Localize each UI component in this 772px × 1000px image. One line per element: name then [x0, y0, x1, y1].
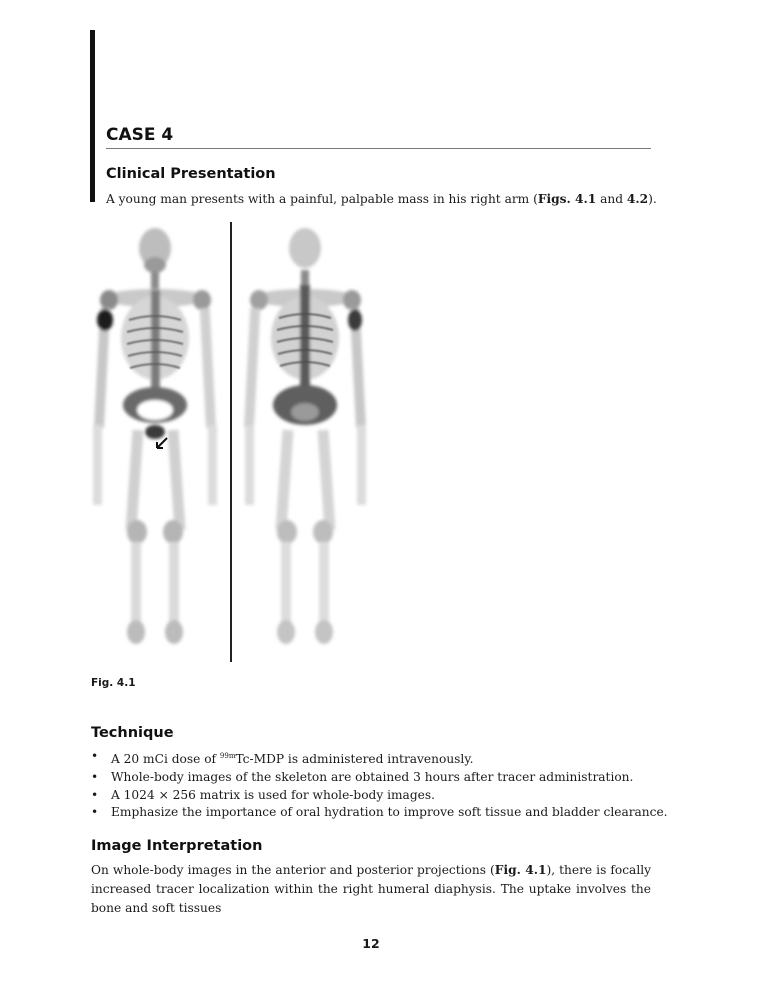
list-item: • Emphasize the importance of oral hydration to improve soft tissue and bladder clearance.: [91, 804, 668, 822]
list-item: • A 20 mCi dose of $^{99m}$Tc-MDP is administered intravenously.: [91, 748, 668, 769]
clinical-presentation-heading: Clinical Presentation: [106, 166, 276, 182]
technique-list: [91, 748, 668, 822]
sidebar-accent-bar: [90, 30, 95, 202]
figure-caption: Fig. 4.1: [91, 677, 136, 689]
anterior-bone-scan-image: [93, 228, 217, 644]
posterior-bone-scan-image: [244, 228, 366, 644]
figure-reference: 4.2: [626, 192, 649, 206]
figure-panel-divider: [230, 222, 232, 662]
list-item: • Whole-body images of the skeleton are obtained 3 hours after tracer administration.: [91, 769, 668, 787]
clinical-presentation-text: A young man presents with a painful, palpable mass in his right arm (Figs. 4.1 and 4.2).: [106, 192, 657, 206]
page-number: 12: [362, 936, 380, 951]
image-interpretation-heading: Image Interpretation: [91, 838, 263, 854]
bone-scan-figure: [85, 220, 385, 670]
technique-heading: Technique: [91, 725, 174, 741]
case-title: CASE 4: [106, 125, 174, 145]
list-item: • A 1024 × 256 matrix is used for whole-body images.: [91, 787, 668, 805]
figure-reference: Figs. 4.1: [537, 192, 597, 206]
title-rule: [106, 148, 651, 149]
image-interpretation-text: On whole-body images in the anterior and posterior projections (Fig. 4.1), there is focally increased tracer localization within the right humeral diaphysis. The uptake involves the bone and soft tissues: [91, 863, 651, 915]
figure-reference: Fig. 4.1: [494, 863, 547, 877]
